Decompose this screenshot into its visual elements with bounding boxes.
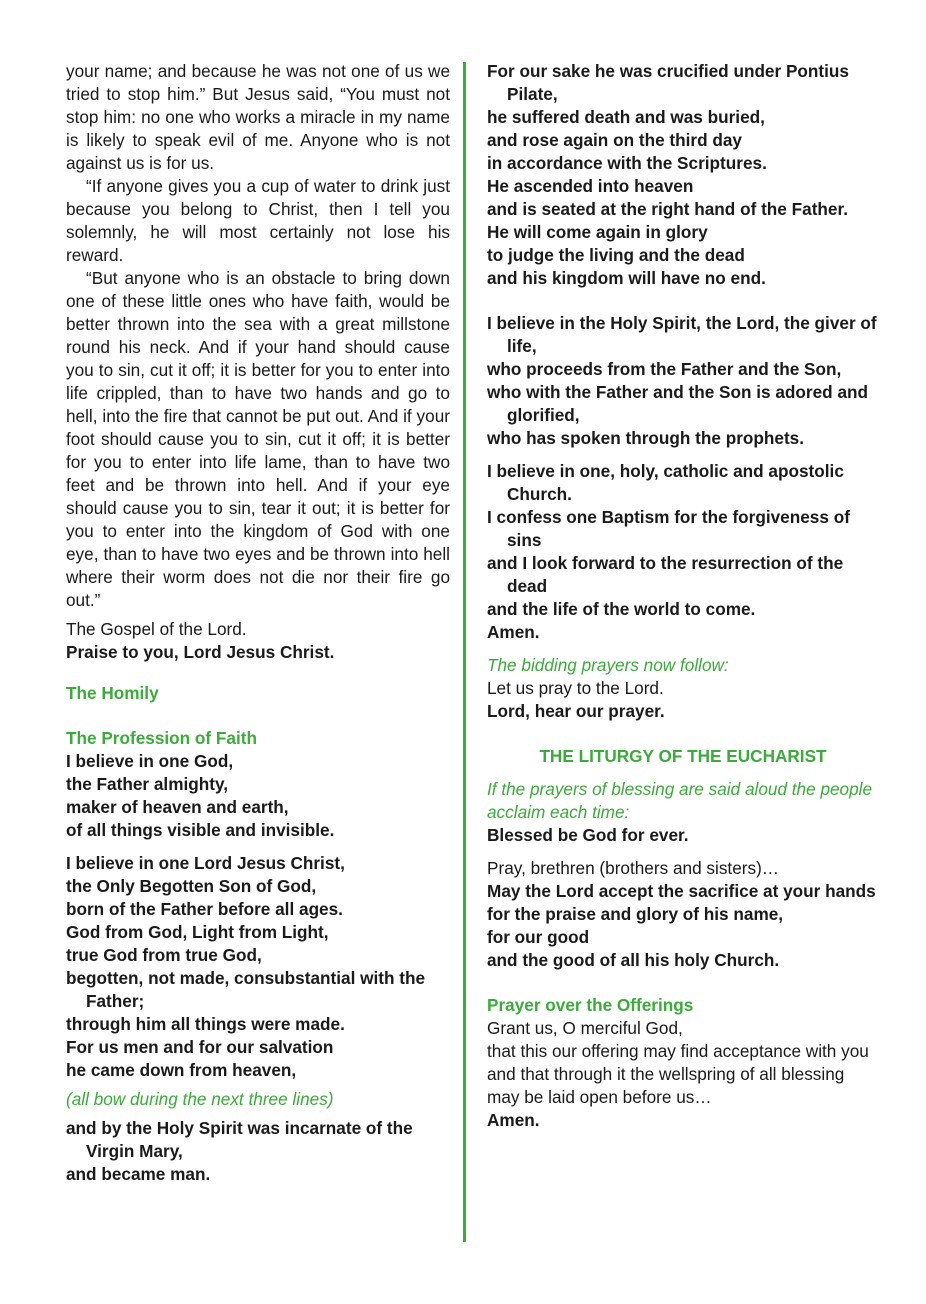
creed-line: true God from true God, xyxy=(66,945,262,965)
response-line: May the Lord accept the sacrifice at your hands xyxy=(487,881,876,901)
profession-heading: The Profession of Faith xyxy=(66,728,257,748)
creed-line: he came down from heaven, xyxy=(66,1060,297,1080)
creed-block xyxy=(487,60,879,290)
creed-line: in accordance with the Scriptures. xyxy=(487,153,767,173)
column-divider xyxy=(463,62,466,1242)
creed-line: I believe in one Lord Jesus Christ, xyxy=(66,853,345,873)
offerings-amen: Amen. xyxy=(487,1110,540,1130)
creed-block xyxy=(66,1117,450,1186)
creed-line: the Father almighty, xyxy=(66,774,229,794)
creed-line: who has spoken through the prophets. xyxy=(487,428,805,448)
creed-line: He ascended into heaven xyxy=(487,176,694,196)
creed-line: through him all things were made. xyxy=(66,1014,345,1034)
liturgy-heading: THE LITURGY OF THE EUCHARIST xyxy=(539,746,827,766)
creed-line: I confess one Baptism for the forgiveness of sins xyxy=(487,507,850,550)
creed-block xyxy=(487,460,879,644)
creed-amen: Amen. xyxy=(487,622,540,642)
creed-line: I believe in the Holy Spirit, the Lord, the giver of life, xyxy=(487,313,877,356)
creed-line: God from God, Light from Light, xyxy=(66,922,329,942)
bidding-response: Lord, hear our prayer. xyxy=(487,701,665,721)
sacrifice-response xyxy=(487,880,879,972)
left-column xyxy=(66,60,450,1186)
prayer-line: that this our offering may find acceptance with you xyxy=(487,1041,869,1061)
creed-line: the Only Begotten Son of God, xyxy=(66,876,317,896)
creed-line: of all things visible and invisible. xyxy=(66,820,335,840)
creed-line: who with the Father and the Son is adored and glorified, xyxy=(487,382,869,425)
blessing-response: Blessed be God for ever. xyxy=(487,825,689,845)
creed-line: and became man. xyxy=(66,1164,211,1184)
creed-line: maker of heaven and earth, xyxy=(66,797,289,817)
creed-block xyxy=(487,312,879,450)
bidding-call: Let us pray to the Lord. xyxy=(487,678,664,698)
creed-line: He will come again in glory xyxy=(487,222,708,242)
response-line: and the good of all his holy Church. xyxy=(487,950,780,970)
creed-line: I believe in one God, xyxy=(66,751,234,771)
gospel-paragraph: “If anyone gives you a cup of water to drink just because you belong to Christ, then I tell you solemnly, he will most certainly not lose his reward. xyxy=(66,176,450,265)
gospel-paragraph: your name; and because he was not one of us we tried to stop him.” But Jesus said, “You must not stop him: no one who works a miracle in my name is likely to speak evil of me. Anyone who is not against us is for us. xyxy=(66,61,450,173)
creed-line: begotten, not made, consubstantial with the Father; xyxy=(66,968,426,1011)
offerings-heading: Prayer over the Offerings xyxy=(487,995,694,1015)
gospel-close: The Gospel of the Lord. xyxy=(66,619,247,639)
creed-line: and rose again on the third day xyxy=(487,130,742,150)
creed-line: who proceeds from the Father and the Son, xyxy=(487,359,842,379)
creed-line: and the life of the world to come. xyxy=(487,599,756,619)
creed-line: he suffered death and was buried, xyxy=(487,107,765,127)
homily-heading: The Homily xyxy=(66,683,159,703)
prayer-line: may be laid open before us… xyxy=(487,1087,712,1107)
bidding-rubric: The bidding prayers now follow: xyxy=(487,655,729,675)
creed-line: For our sake he was crucified under Pontius Pilate, xyxy=(487,61,849,104)
creed-block xyxy=(66,750,450,842)
creed-line: and is seated at the right hand of the Father. xyxy=(487,199,848,219)
creed-block xyxy=(66,852,450,1082)
pray-brethren: Pray, brethren (brothers and sisters)… xyxy=(487,858,779,878)
gospel-paragraph: “But anyone who is an obstacle to bring down one of these little ones who have faith, would be better thrown into the sea with a great millstone round his neck. And if your hand should cause you to sin, cut it off; it is better for you to enter into life crippled, than to have two hands and go to hell, into the fire that cannot be put out. And if your foot should cause you to sin, cut it off; it is better for you to enter into life lame, than to have two feet and be thrown into hell. And if your eye should cause you to sin, tear it out; it is better for you to enter into the kingdom of God with one eye, than to have two eyes and be thrown into hell where their worm does not die nor their fire go out.” xyxy=(66,268,450,610)
creed-line: to judge the living and the dead xyxy=(487,245,745,265)
response-line: for the praise and glory of his name, xyxy=(487,904,784,924)
prayer-line: Grant us, O merciful God, xyxy=(487,1018,683,1038)
blessing-rubric: If the prayers of blessing are said aloud the people acclaim each time: xyxy=(487,779,873,822)
creed-line: For us men and for our salvation xyxy=(66,1037,334,1057)
prayer-line: and that through it the wellspring of all blessing xyxy=(487,1064,845,1084)
bow-rubric: (all bow during the next three lines) xyxy=(66,1089,334,1109)
offerings-prayer xyxy=(487,1017,879,1109)
right-column xyxy=(487,60,879,1132)
gospel-response: Praise to you, Lord Jesus Christ. xyxy=(66,642,335,662)
creed-line: and his kingdom will have no end. xyxy=(487,268,766,288)
creed-line: I believe in one, holy, catholic and apostolic Church. xyxy=(487,461,844,504)
creed-line: and by the Holy Spirit was incarnate of the Virgin Mary, xyxy=(66,1118,413,1161)
creed-line: born of the Father before all ages. xyxy=(66,899,343,919)
creed-line: and I look forward to the resurrection of the dead xyxy=(487,553,844,596)
response-line: for our good xyxy=(487,927,590,947)
